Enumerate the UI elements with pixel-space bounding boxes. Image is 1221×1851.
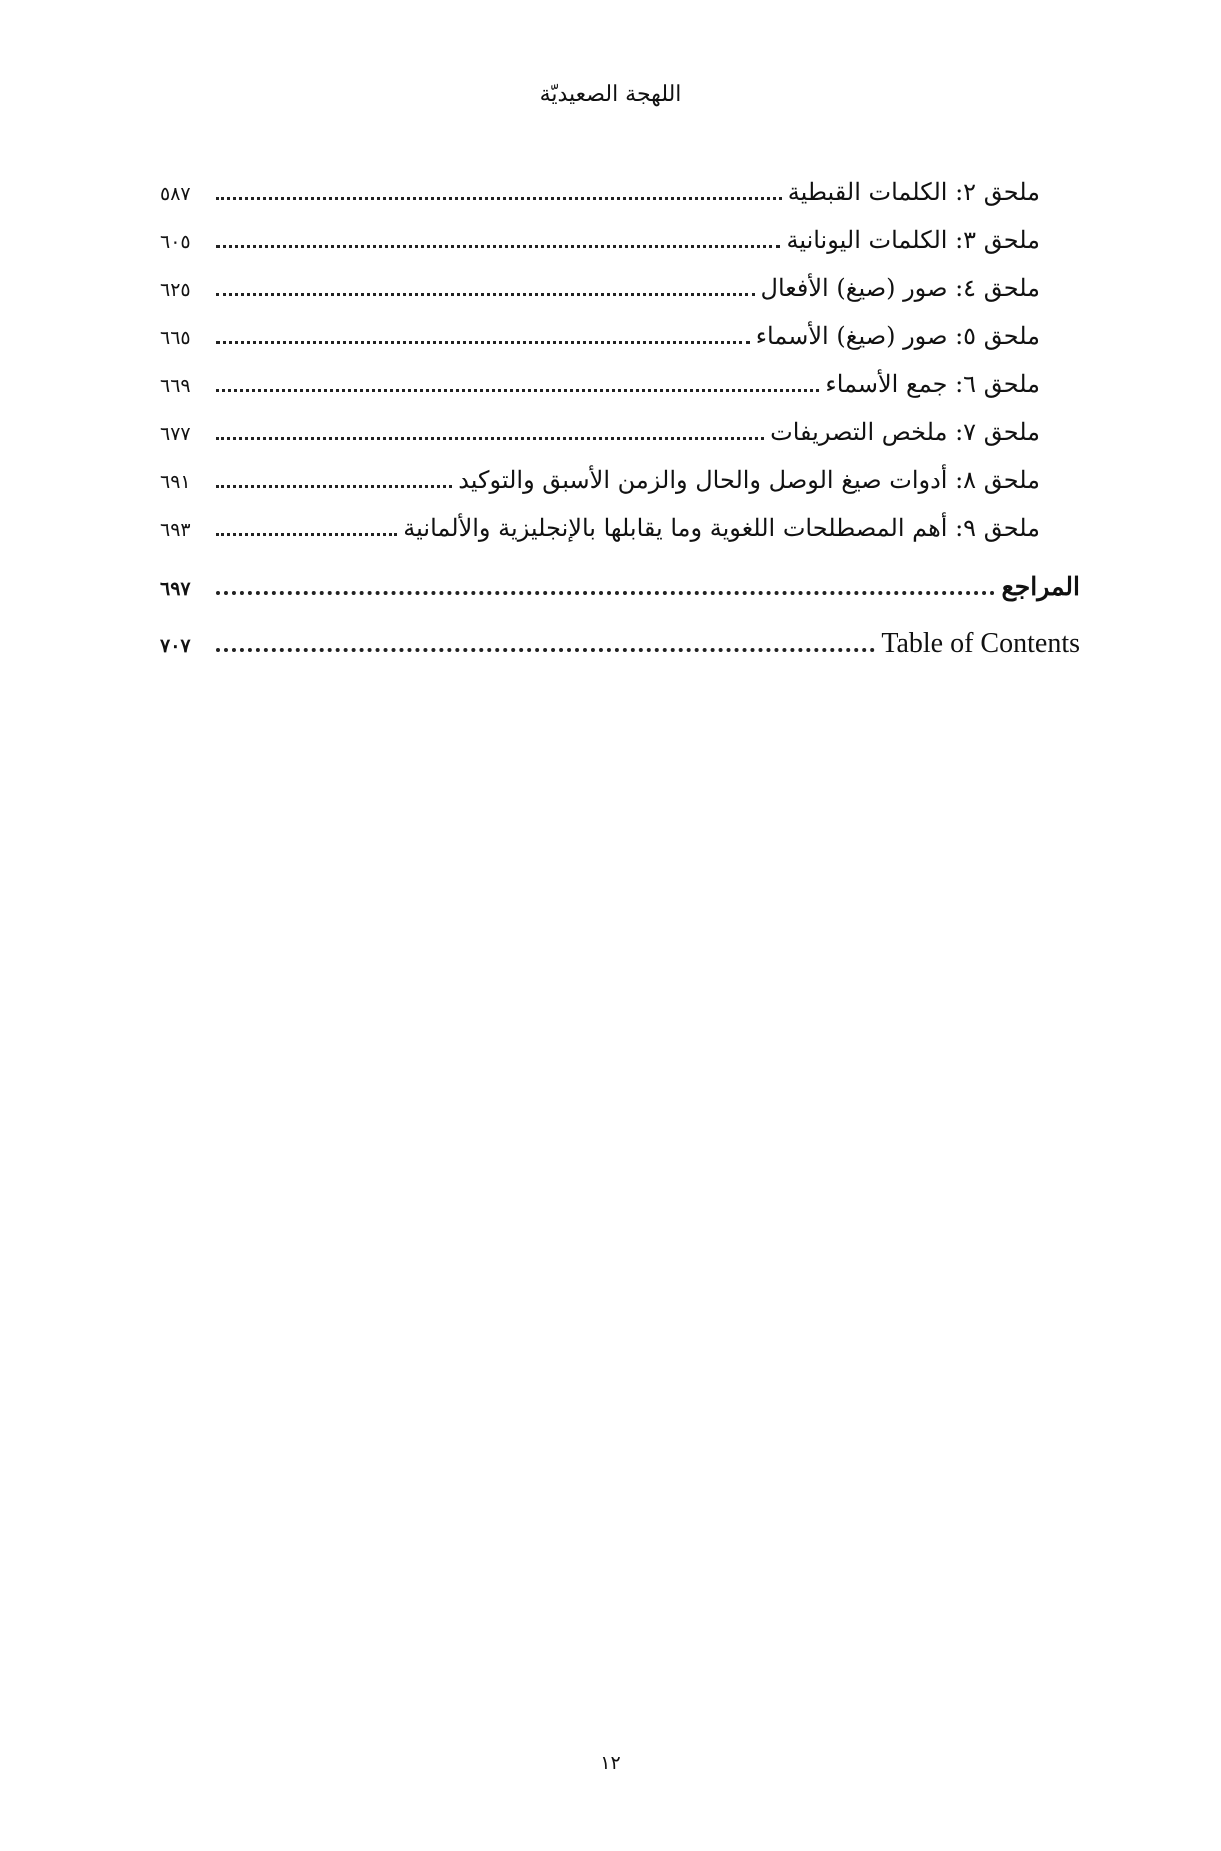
toc-entry-page: ٦٠٥ [160, 231, 191, 253]
dot-leader [216, 484, 452, 488]
dot-leader [216, 436, 764, 440]
toc-entry[interactable] [160, 274, 1040, 314]
dot-leader [216, 340, 750, 344]
toc-entry-page: ٦٦٩ [160, 375, 191, 397]
dot-leader [216, 196, 782, 200]
page-number: ١٢ [600, 1752, 621, 1774]
toc-entry[interactable] [160, 418, 1040, 458]
running-header: اللهجة الصعيديّة [539, 82, 682, 107]
toc-entry-title: المراجع [1001, 572, 1080, 601]
toc-entry-page: ٦٢٥ [160, 279, 191, 301]
toc-entry-page: ٧٠٧ [160, 635, 191, 657]
toc-entry-title: Table of Contents [881, 628, 1080, 659]
dot-leader [216, 292, 755, 296]
toc-entry[interactable] [160, 178, 1040, 218]
toc-entry-page: ٦٩٧ [160, 578, 191, 600]
toc-entry-table-of-contents[interactable] [160, 628, 1080, 668]
toc-entry-references[interactable] [160, 572, 1080, 612]
toc-entry-page: ٥٨٧ [160, 183, 191, 205]
toc-entry-title: ملحق ٥: صور (صيغ) الأسماء [755, 322, 1040, 350]
toc-entry-title: ملحق ٢: الكلمات القبطية [787, 178, 1040, 206]
toc-entry[interactable] [160, 514, 1040, 554]
toc-entry[interactable] [160, 322, 1040, 362]
toc-entry-page: ٦٩٣ [160, 519, 191, 541]
toc-entry-page: ٦٧٧ [160, 423, 191, 445]
toc-entry-page: ٦٩١ [160, 471, 191, 493]
toc-entry[interactable] [160, 226, 1040, 266]
toc-entry-title: ملحق ٤: صور (صيغ) الأفعال [760, 274, 1040, 302]
toc-entry-title: ملحق ٨: أدوات صيغ الوصل والحال والزمن الأسبق والتوكيد [458, 466, 1040, 494]
dot-leader [216, 244, 780, 248]
dot-leader [216, 532, 397, 536]
toc-entry-title: ملحق ٦: جمع الأسماء [825, 370, 1040, 398]
toc-entry-title: ملحق ٧: ملخص التصريفات [770, 418, 1040, 446]
toc-entry[interactable] [160, 370, 1040, 410]
toc-entry-page: ٦٦٥ [160, 327, 191, 349]
dot-leader [216, 590, 995, 595]
toc-entry[interactable] [160, 466, 1040, 506]
dot-leader [216, 647, 875, 652]
toc-entry-title: ملحق ٩: أهم المصطلحات اللغوية وما يقابلها بالإنجليزية والألمانية [403, 514, 1040, 542]
toc-entry-title: ملحق ٣: الكلمات اليونانية [786, 226, 1040, 254]
dot-leader [216, 388, 819, 392]
